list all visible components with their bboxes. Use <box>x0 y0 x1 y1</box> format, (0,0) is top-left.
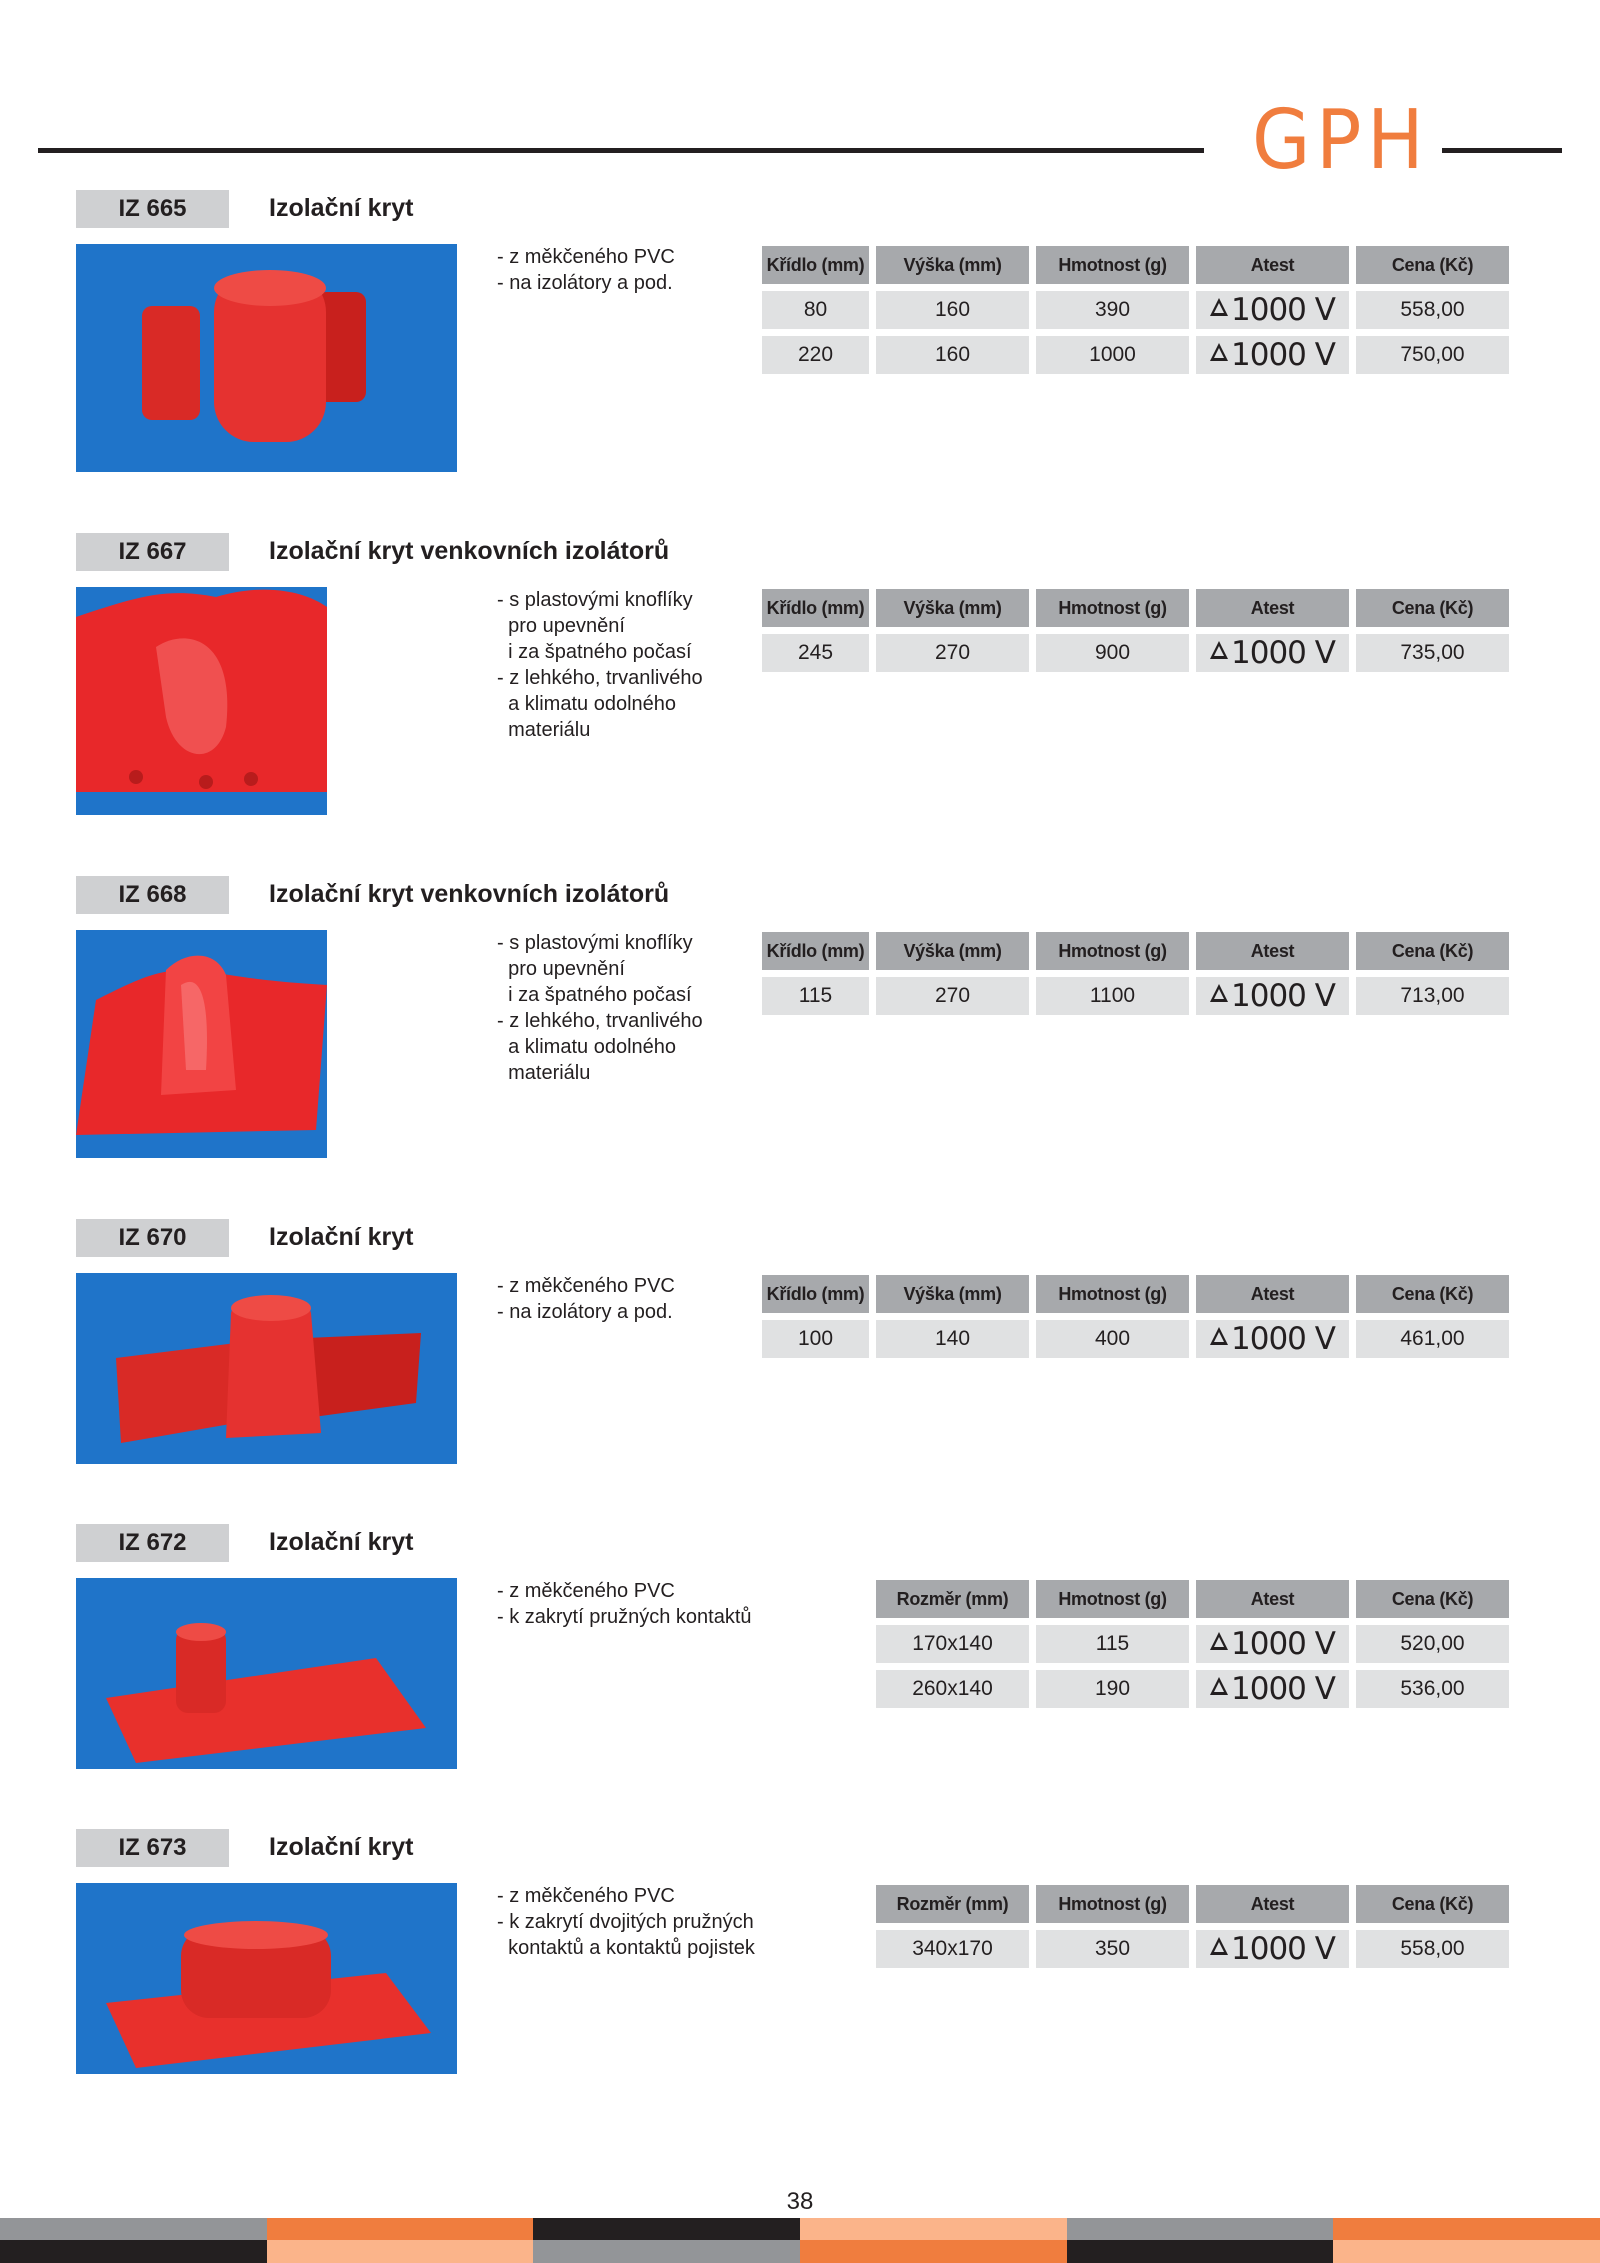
page-number: 38 <box>786 2188 814 2215</box>
col-header: Atest <box>1196 932 1349 970</box>
cell-height: 270 <box>876 634 1029 672</box>
col-header: Cena (Kč) <box>1356 1580 1509 1618</box>
brand-logo: GPH <box>1252 93 1430 188</box>
product-code: IZ 668 <box>76 876 229 914</box>
col-header: Hmotnost (g) <box>1036 589 1189 627</box>
cell-atest: 1000 V <box>1196 1670 1349 1708</box>
col-header: Rozměr (mm) <box>876 1885 1029 1923</box>
product-description: - z měkčeného PVC - na izolátory a pod. <box>497 1275 675 1323</box>
cell-weight: 190 <box>1036 1670 1189 1708</box>
col-header: Hmotnost (g) <box>1036 932 1189 970</box>
product-code: IZ 667 <box>76 533 229 571</box>
col-header: Cena (Kč) <box>1356 1275 1509 1313</box>
product-code: IZ 670 <box>76 1219 229 1257</box>
col-header: Atest <box>1196 1580 1349 1618</box>
col-header: Hmotnost (g) <box>1036 1885 1189 1923</box>
cell-price: 461,00 <box>1356 1320 1509 1358</box>
col-header: Cena (Kč) <box>1356 589 1509 627</box>
cell-price: 713,00 <box>1356 977 1509 1015</box>
product-photo <box>76 1578 457 1769</box>
col-header: Křídlo (mm) <box>762 932 869 970</box>
col-header: Hmotnost (g) <box>1036 246 1189 284</box>
cell-height: 160 <box>876 336 1029 374</box>
product-description: - s plastovými knoflíky pro upevnění i za špatného počasí - z lehkého, trvanlivého a klimatu odolného materiálu <box>497 932 703 1084</box>
cell-atest: 1000 V <box>1196 336 1349 374</box>
cell-weight: 350 <box>1036 1930 1189 1968</box>
cell-weight: 400 <box>1036 1320 1189 1358</box>
cell-height: 160 <box>876 291 1029 329</box>
footer-stripe-top <box>0 2218 1600 2240</box>
cell-weight: 1100 <box>1036 977 1189 1015</box>
col-header: Výška (mm) <box>876 246 1029 284</box>
cell-atest: 1000 V <box>1196 977 1349 1015</box>
product-description: - z měkčeného PVC - k zakrytí dvojitých pružných kontaktů a kontaktů pojistek <box>497 1885 755 1959</box>
insulating-cover-image <box>76 244 457 472</box>
product-photo <box>76 244 457 472</box>
col-header: Hmotnost (g) <box>1036 1275 1189 1313</box>
cell-size: 340x170 <box>876 1930 1029 1968</box>
insulating-cover-image <box>76 1578 457 1769</box>
cell-wing: 115 <box>762 977 869 1015</box>
header-rule-right <box>1442 148 1562 153</box>
warning-triangle-icon <box>1210 984 1228 1002</box>
col-header: Cena (Kč) <box>1356 932 1509 970</box>
product-title: Izolační kryt venkovních izolátorů <box>269 880 670 908</box>
insulating-cover-image <box>76 930 327 1158</box>
cell-atest: 1000 V <box>1196 291 1349 329</box>
col-header: Atest <box>1196 1885 1349 1923</box>
cell-size: 170x140 <box>876 1625 1029 1663</box>
product-title: Izolační kryt venkovních izolátorů <box>269 537 670 565</box>
cell-wing: 100 <box>762 1320 869 1358</box>
col-header: Křídlo (mm) <box>762 1275 869 1313</box>
cell-price: 558,00 <box>1356 291 1509 329</box>
product-title: Izolační kryt <box>269 1833 414 1861</box>
product-description: - s plastovými knoflíky pro upevnění i za špatného počasí - z lehkého, trvanlivého a klimatu odolného materiálu <box>497 589 703 741</box>
insulating-cover-image <box>76 1273 457 1464</box>
product-code: IZ 665 <box>76 190 229 228</box>
cell-price: 558,00 <box>1356 1930 1509 1968</box>
col-header: Hmotnost (g) <box>1036 1580 1189 1618</box>
col-header: Rozměr (mm) <box>876 1580 1029 1618</box>
cell-price: 536,00 <box>1356 1670 1509 1708</box>
warning-triangle-icon <box>1210 298 1228 316</box>
cell-wing: 220 <box>762 336 869 374</box>
product-title: Izolační kryt <box>269 1528 414 1556</box>
product-description: - z měkčeného PVC - na izolátory a pod. <box>497 246 675 294</box>
cell-price: 735,00 <box>1356 634 1509 672</box>
cell-atest: 1000 V <box>1196 634 1349 672</box>
col-header: Křídlo (mm) <box>762 589 869 627</box>
col-header: Výška (mm) <box>876 932 1029 970</box>
insulating-cover-image <box>76 1883 457 2074</box>
cell-price: 520,00 <box>1356 1625 1509 1663</box>
warning-triangle-icon <box>1210 1327 1228 1345</box>
product-photo <box>76 587 327 815</box>
cell-price: 750,00 <box>1356 336 1509 374</box>
insulating-cover-image <box>76 587 327 815</box>
product-code: IZ 672 <box>76 1524 229 1562</box>
footer-stripe-bottom <box>0 2240 1600 2263</box>
product-code: IZ 673 <box>76 1829 229 1867</box>
cell-weight: 900 <box>1036 634 1189 672</box>
cell-height: 270 <box>876 977 1029 1015</box>
cell-weight: 1000 <box>1036 336 1189 374</box>
product-title: Izolační kryt <box>269 1223 414 1251</box>
cell-wing: 80 <box>762 291 869 329</box>
cell-weight: 390 <box>1036 291 1189 329</box>
col-header: Křídlo (mm) <box>762 246 869 284</box>
col-header: Atest <box>1196 246 1349 284</box>
cell-atest: 1000 V <box>1196 1625 1349 1663</box>
warning-triangle-icon <box>1210 343 1228 361</box>
col-header: Výška (mm) <box>876 589 1029 627</box>
warning-triangle-icon <box>1210 1632 1228 1650</box>
col-header: Atest <box>1196 1275 1349 1313</box>
warning-triangle-icon <box>1210 1937 1228 1955</box>
cell-wing: 245 <box>762 634 869 672</box>
col-header: Cena (Kč) <box>1356 1885 1509 1923</box>
cell-atest: 1000 V <box>1196 1930 1349 1968</box>
product-photo <box>76 1273 457 1464</box>
product-photo <box>76 930 327 1158</box>
col-header: Výška (mm) <box>876 1275 1029 1313</box>
cell-atest: 1000 V <box>1196 1320 1349 1358</box>
cell-size: 260x140 <box>876 1670 1029 1708</box>
warning-triangle-icon <box>1210 1677 1228 1695</box>
col-header: Cena (Kč) <box>1356 246 1509 284</box>
product-photo <box>76 1883 457 2074</box>
cell-weight: 115 <box>1036 1625 1189 1663</box>
warning-triangle-icon <box>1210 641 1228 659</box>
product-description: - z měkčeného PVC - k zakrytí pružných kontaktů <box>497 1580 752 1628</box>
cell-height: 140 <box>876 1320 1029 1358</box>
header-rule-left <box>38 148 1204 153</box>
col-header: Atest <box>1196 589 1349 627</box>
product-title: Izolační kryt <box>269 194 414 222</box>
